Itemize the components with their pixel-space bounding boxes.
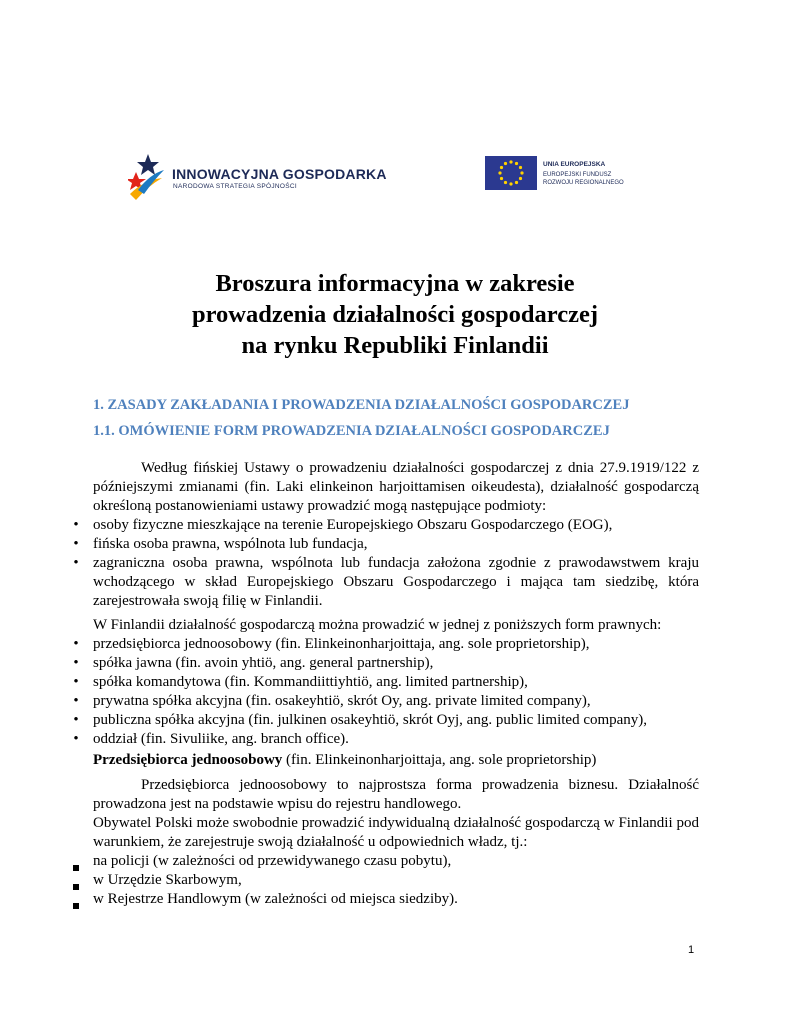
section-heading-rest: (fin. Elinkeinonharjoittaja, ang. sole proprietorship) bbox=[282, 752, 597, 768]
list-item bbox=[73, 730, 699, 749]
logo-right-title: UNIA EUROPEJSKA bbox=[543, 161, 606, 168]
logo-star-icon bbox=[128, 150, 164, 202]
paragraph-1: Przedsiębiorca jednoosobowy to najprostsza forma prowadzenia biznesu. Działalność prowadzona jest na podstawie wpisu do rejestru handlowego. bbox=[93, 777, 699, 812]
bullet-icon: • bbox=[73, 693, 79, 709]
title-line-3: na rynku Republiki Finlandii bbox=[241, 332, 549, 359]
list-item bbox=[73, 516, 699, 535]
bullet-icon: • bbox=[73, 731, 79, 747]
form-text: publiczna spółka akcyjna (fin. julkinen osakeyhtiö, skrót Oyj, ang. public limited company), bbox=[93, 712, 648, 728]
square-bullet-icon bbox=[70, 877, 82, 896]
list-item bbox=[73, 711, 699, 730]
authority-text: w Rejestrze Handlowym (w zależności od miejsca siedziby). bbox=[93, 891, 458, 907]
entity-text: osoby fizyczne mieszkające na terenie Europejskiego Obszaru Gospodarczego (EOG), bbox=[93, 517, 613, 533]
title-line-1: Broszura informacyjna w zakresie bbox=[215, 270, 575, 297]
list-item bbox=[73, 535, 699, 554]
section-heading bbox=[93, 751, 699, 770]
heading-1-1: 1.1. OMÓWIENIE FORM PROWADZENIA DZIAŁALNOŚCI GOSPODARCZEJ bbox=[93, 423, 610, 439]
list-item bbox=[93, 871, 699, 890]
bullet-icon: • bbox=[73, 536, 79, 552]
bullet-icon: • bbox=[73, 636, 79, 652]
bullet-icon: • bbox=[73, 517, 79, 533]
form-text: przedsiębiorca jednoosobowy (fin. Elinkeinonharjoittaja, ang. sole proprietorship), bbox=[93, 636, 590, 652]
list-item bbox=[73, 554, 699, 611]
logo-left-subtitle: NARODOWA STRATEGIA SPÓJNOŚCI bbox=[173, 183, 297, 190]
logo-right-line2: ROZWOJU REGIONALNEGO bbox=[543, 180, 624, 186]
document-title bbox=[90, 268, 700, 361]
form-text: prywatna spółka akcyjna (fin. osakeyhtiö, skrót Oy, ang. private limited company), bbox=[93, 693, 591, 709]
list-item bbox=[93, 890, 699, 909]
list-item bbox=[93, 852, 699, 871]
entity-text: fińska osoba prawna, wspólnota lub fundacja, bbox=[93, 536, 368, 552]
bullet-icon: • bbox=[73, 712, 79, 728]
section-heading-bold: Przedsiębiorca jednoosobowy bbox=[93, 752, 283, 768]
authority-text: na policji (w zależności od przewidywanego czasu pobytu), bbox=[93, 853, 452, 869]
eu-logo bbox=[485, 156, 635, 192]
list-item bbox=[73, 673, 699, 692]
form-text: spółka jawna (fin. avoin yhtiö, ang. general partnership), bbox=[93, 655, 434, 671]
list-item bbox=[73, 635, 699, 654]
logo-left-title: INNOWACYJNA GOSPODARKA bbox=[172, 166, 387, 182]
authority-text: w Urzędzie Skarbowym, bbox=[93, 872, 242, 888]
form-text: oddział (fin. Sivuliike, ang. branch office). bbox=[93, 731, 349, 747]
form-text: spółka komandytowa (fin. Kommandiittiyhtiö, ang. limited partnership), bbox=[93, 674, 528, 690]
square-bullet-icon bbox=[70, 858, 82, 877]
bullet-icon: • bbox=[73, 655, 79, 671]
list-item bbox=[73, 692, 699, 711]
intro-paragraph: Według fińskiej Ustawy o prowadzeniu działalności gospodarczej z dnia 27.9.1919/122 z późniejszymi zmianami (fin. Laki elinkeinon harjoittamisen oikeudesta), działalność gospodarczą określoną postanowieniami ustawy prowadzić mogą następujące podmioty: bbox=[93, 460, 699, 514]
bullet-icon: • bbox=[73, 555, 79, 571]
eu-flag-icon bbox=[485, 156, 537, 190]
innowacyjna-gospodarka-logo bbox=[128, 150, 387, 204]
title-line-2: prowadzenia działalności gospodarczej bbox=[191, 301, 599, 328]
entity-text: zagraniczna osoba prawna, wspólnota lub fundacja założona zgodnie z prawodawstwem kraju wchodzącego w skład Europejskiego Obszaru Gospodarczego i mająca tam siedzibę, która zarejestrowała swoją filię w Finlandii. bbox=[93, 555, 699, 609]
list-item bbox=[73, 654, 699, 673]
heading-1: 1. ZASADY ZAKŁADANIA I PROWADZENIA DZIAŁALNOŚCI GOSPODARCZEJ bbox=[93, 397, 630, 413]
logo-right-line1: EUROPEJSKI FUNDUSZ bbox=[543, 172, 612, 178]
page-number: 1 bbox=[688, 944, 695, 956]
logo-right-subtitle bbox=[543, 171, 624, 187]
forms-intro: W Finlandii działalność gospodarczą można prowadzić w jednej z poniższych form prawnych: bbox=[93, 617, 662, 633]
paragraph-2: Obywatel Polski może swobodnie prowadzić indywidualną działalność gospodarczą w Finlandii pod warunkiem, że zarejestruje swoją działalność u odpowiednich władz, tj.: bbox=[93, 815, 699, 850]
square-bullet-icon bbox=[70, 896, 82, 915]
bullet-icon: • bbox=[73, 674, 79, 690]
